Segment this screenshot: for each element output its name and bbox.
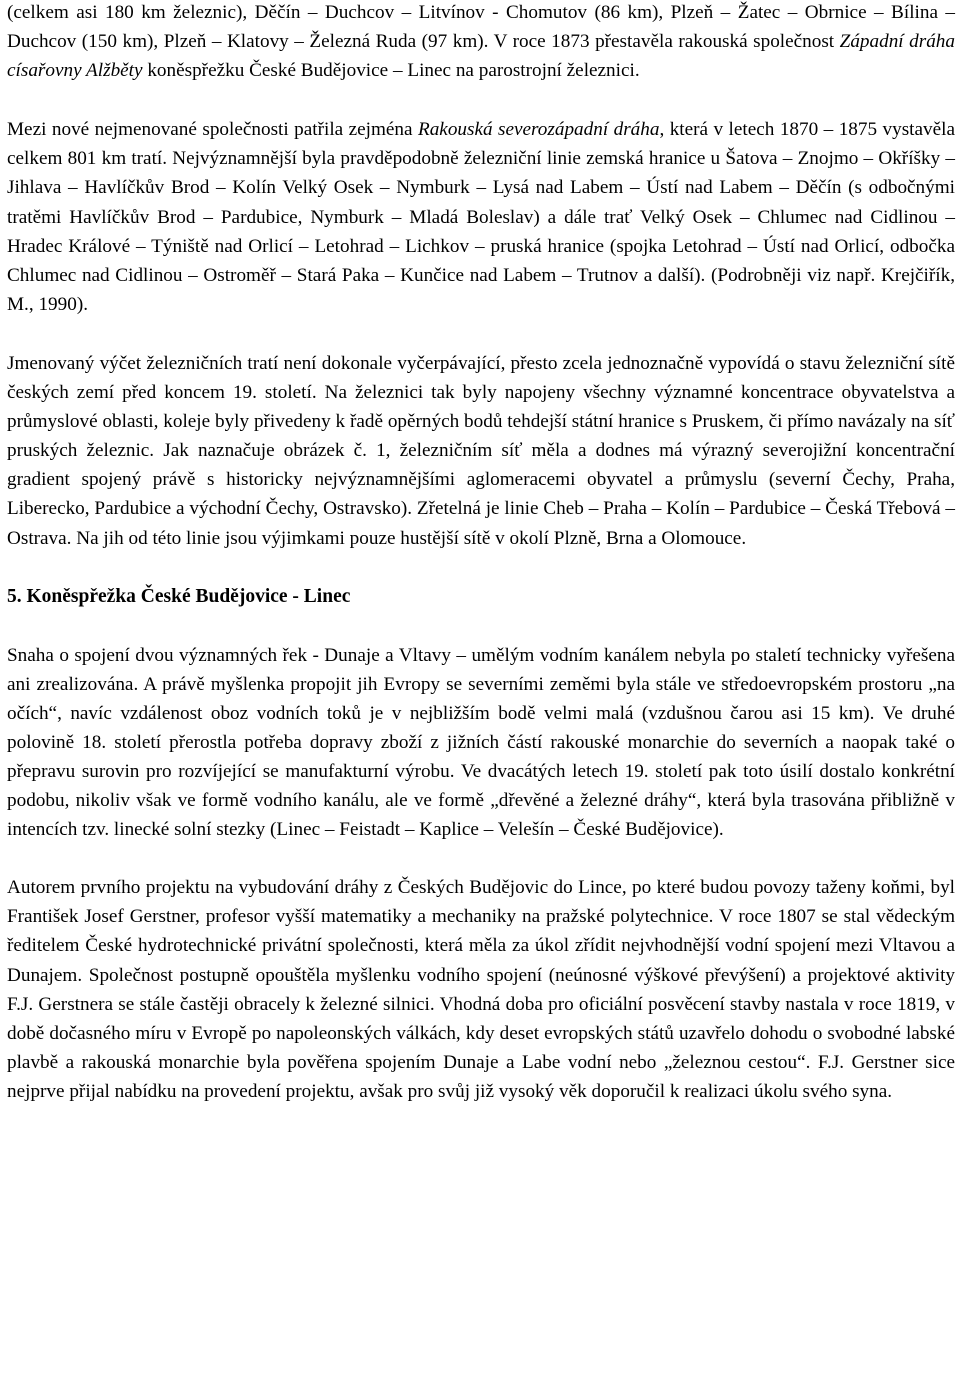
italic-company-name: Rakouská severozápadní dráha	[417, 119, 660, 141]
section-heading: 5. Koněspřežka České Budějovice - Linec	[7, 585, 351, 607]
paragraph-text: koněspřežku České Budějovice – Linec na parostrojní železnici.	[142, 60, 640, 82]
paragraph-rail-lines-summary	[7, 0, 955, 85]
paragraph-text: (celkem asi 180 km železnic), Děčín – Duchcov – Litvínov - Chomutov (86 km), Plzeň – Žatec – Obrnice – Bílina – Duchcov (150 km), Plzeň – Klatovy – Železná Ruda (97 km). V roce 1873 přestavěla rakouská společnost	[7, 2, 955, 53]
document-page	[7, 0, 955, 1106]
paragraph-northwestern-railway	[7, 115, 955, 319]
paragraph-text: , která v letech 1870 – 1875 vystavěla celkem 801 km tratí. Nejvýznamnější byla pravděpodobně železniční linie zemská hranice u Šatova – Znojmo – Okříšky – Jihlava – Havlíčkův Brod – Kolín Velký Osek – Nymburk – Lysá nad Labem – Ústí nad Labem – Děčín (s odbočnými tratěmi Havlíčkův Brod – Pardubice, Nymburk – Mladá Boleslav) a dále trať Velký Osek – Chlumec nad Cidlinou – Hradec Králové – Týniště nad Orlicí – Letohrad – Lichkov – pruská hranice (spojka Letohrad – Ústí nad Orlicí, odbočka Chlumec nad Cidlinou – Ostroměř – Stará Paka – Kunčice nad Labem – Trutnov a další). (Podrobněji viz např. Krejčiřík, M., 1990).	[7, 119, 955, 315]
paragraph-gerstner-project: Autorem prvního projektu na vybudování dráhy z Českých Budějovic do Lince, po které budou povozy taženy koňmi, byl František Josef Gerstner, profesor vyšší matematiky a mechaniky na pražské polytechnice. V roce 1807 se stal vědeckým ředitelem České hydrotechnické privátní společnosti, která měla za úkol zřídit nejvhodnější vodní spojení mezi Vltavou a Dunajem. Společnost postupně opouštěla myšlenku vodního spojení (neúnosné výškové převýšení) a projektové aktivity F.J. Gerstnera se stále častěji obracely k železné silnici. Vhodná doba pro oficiální posvěcení stavby nastala v roce 1819, v době dočasného míru v Evropě po napoleonských válkách, kdy deset evropských států uzavřelo dohodu o svobodné labské plavbě a rakouská monarchie byla pověřena spojením Dunaje a Labe vodní nebo „železnou cestou“. F.J. Gerstner sice nejprve přijal nabídku na provedení projektu, avšak pro svůj již vysoký věk doporučil k realizaci úkolu svého syna.	[7, 877, 955, 1102]
italic-company-name: Západní dráha císařovny Alžběty	[7, 31, 955, 82]
paragraph-network-overview: Jmenovaný výčet železničních tratí není dokonale vyčerpávající, přesto zcela jednoznačně vypovídá o stavu železniční sítě českých zemí před koncem 19. století. Na železnici tak byly napojeny všechny významné koncentrace obyvatelstva a průmyslové oblasti, koleje byly přivedeny k řadě opěrných bodů tehdejší státní hranice s Pruskem, či přímo navázaly na síť pruských železnic. Jak naznačuje obrázek č. 1, železničním síť měla a dodnes má výrazný severojižní koncentrační gradient spojený právě s historicky nejvýznamnějšími aglomeracemi obyvatel a průmyslu (severní Čechy, Praha, Liberecko, Pardubice a východní Čechy, Ostravsko). Zřetelná je linie Cheb – Praha – Kolín – Pardubice – Česká Třebová – Ostrava. Na jih od této linie jsou výjimkami pouze hustější sítě v okolí Plzně, Brna a Olomouce.	[7, 352, 955, 549]
paragraph-horse-railway-origin: Snaha o spojení dvou významných řek - Dunaje a Vltavy – umělým vodním kanálem nebyla po staletí technicky vyřešena ani zrealizována. A právě myšlenka propojit jih Evropy se severními zeměmi byla stále ve středoevropském prostoru „na očích“, navíc vzdálenost oboz vodních toků je v nejbližším bodě velmi malá (vzdušnou čarou asi 15 km). Ve druhé polovině 18. století přerostla potřeba dopravy zboží z jižních částí rakouské monarchie do severních a naopak také o přepravu surovin pro rozvíjející se manufakturní výrobu. Ve dvacátých letech 19. století pak toto úsilí dostalo konkrétní podobu, nikoliv však ve formě vodního kanálu, ale ve formě „dřevěné a železné dráhy“, která byla trasována přibližně v intencích tzv. linecké solní stezky (Linec – Feistadt – Kaplice – Velešín – České Budějovice).	[7, 644, 955, 841]
paragraph-text: Mezi nové nejmenované společnosti patřila zejména	[7, 119, 418, 141]
